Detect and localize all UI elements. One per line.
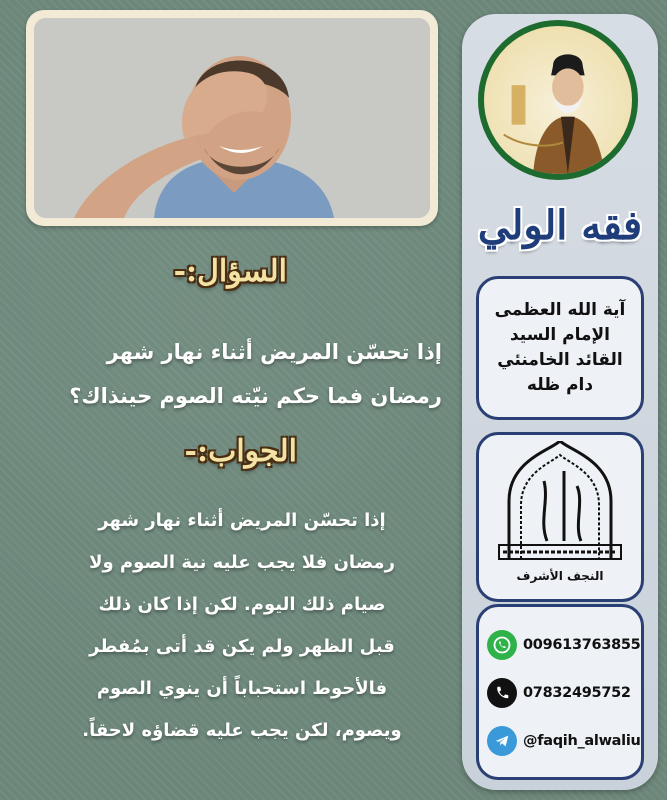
seal-caption: النجف الأشرف	[516, 569, 604, 583]
title-line: القائد الخامنئي	[497, 350, 623, 370]
phone-icon	[487, 678, 517, 708]
answer-heading: الجواب:-	[184, 434, 297, 469]
question-text	[12, 330, 442, 418]
portrait	[478, 20, 638, 180]
title-box	[476, 276, 644, 420]
contact-telegram[interactable]	[479, 717, 641, 765]
contact-phone[interactable]	[479, 669, 641, 717]
question-heading: السؤال:-	[173, 254, 287, 289]
answer-text	[42, 500, 442, 752]
whatsapp-icon	[487, 630, 517, 660]
question-line: رمضان فما حكم نيّته الصوم حينذاك؟	[69, 384, 442, 408]
phone-number: 07832495752	[523, 685, 631, 701]
contact-whatsapp[interactable]	[479, 621, 641, 669]
title-line: الإمام السيد	[509, 325, 611, 345]
answer-line: قبل الظهر ولم يكن قد أتى بمُفطر	[89, 636, 395, 657]
contact-box	[476, 604, 644, 780]
answer-line: صيام ذلك اليوم. لكن إذا كان ذلك	[98, 594, 386, 615]
answer-line: ويصوم، لكن يجب عليه قضاؤه لاحقاً.	[82, 720, 402, 741]
title-line: دام ظله	[526, 375, 594, 395]
whatsapp-number: 009613763855	[523, 637, 641, 653]
question-line: إذا تحسّن المريض أثناء نهار شهر	[106, 340, 442, 364]
title-lines	[495, 298, 626, 398]
headache-photo	[34, 18, 430, 218]
answer-line: فالأحوط استحباباً أن ينوي الصوم	[96, 678, 388, 699]
portrait-illustration	[484, 26, 632, 174]
answer-line: رمضان فلا يجب عليه نية الصوم ولا	[89, 552, 395, 573]
brand-logo: فقه الولي	[477, 202, 643, 249]
side-panel	[462, 14, 658, 790]
man-holding-head-illustration	[34, 18, 430, 218]
office-seal-icon	[489, 441, 631, 565]
telegram-handle: @faqih_alwaliu	[523, 733, 641, 749]
photo-frame	[26, 10, 438, 226]
telegram-icon	[487, 726, 517, 756]
seal-box	[476, 432, 644, 602]
title-line: آية الله العظمى	[494, 300, 626, 320]
answer-line: إذا تحسّن المريض أثناء نهار شهر	[98, 510, 386, 531]
